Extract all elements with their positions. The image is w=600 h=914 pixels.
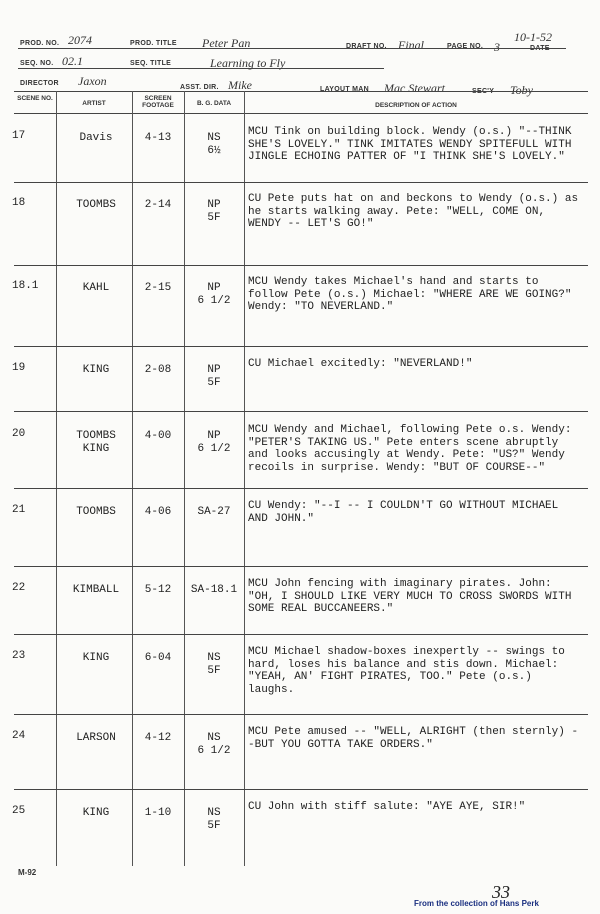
director-label: DIRECTOR: [20, 80, 59, 87]
bg-data: NP: [207, 282, 221, 294]
scene-number: 17: [12, 130, 26, 142]
draft-no: Final: [398, 38, 424, 52]
date-label: DATE: [530, 45, 550, 52]
page-no: 3: [494, 40, 500, 54]
action-description: CU Michael excitedly: "NEVERLAND!": [248, 358, 473, 370]
asst-dir: Mike: [228, 78, 252, 92]
artist-name: Davis: [79, 132, 113, 144]
row-divider: [14, 411, 588, 412]
row-divider: [14, 714, 588, 715]
row-divider: [14, 182, 588, 183]
screen-footage: 2-08: [144, 364, 172, 376]
prod-title: Peter Pan: [202, 36, 251, 50]
screen-footage: 6-04: [144, 652, 172, 664]
director: Jaxon: [78, 74, 107, 88]
scene-number: 18: [12, 197, 26, 209]
page-mark: 33: [492, 882, 510, 902]
action-description: MCU Pete amused -- "WELL, ALRIGHT (then sternly) --BUT YOU GOTTA TAKE ORDERS.": [248, 726, 579, 751]
artist-name: TOOMBS: [76, 199, 116, 211]
action-description: CU Wendy: "--I -- I COULDN'T GO WITHOUT MICHAEL AND JOHN.": [248, 500, 559, 525]
prod-no-label: PROD. NO.: [20, 40, 60, 47]
scene-number: 21: [12, 504, 26, 516]
scene-number: 23: [12, 650, 26, 662]
artist-name: KING: [82, 652, 110, 664]
seq-no: 02.1: [62, 54, 83, 68]
screen-footage: 2-14: [144, 199, 172, 211]
seq-no-label: SEQ. NO.: [20, 60, 54, 67]
date: 10-1-52: [514, 30, 552, 44]
page-no-label: PAGE NO.: [447, 43, 484, 50]
bg-data-secondary: 5F: [207, 820, 221, 832]
row-divider: [14, 488, 588, 489]
action-description: MCU Wendy and Michael, following Pete o.s. Wendy: "PETER'S TAKING US." Pete enters scene abruptly and looks accusingly at Wendy. Pete: "US?" Wendy recoils in surprise. Wendy: "BUT OF COURSE--": [248, 424, 572, 474]
asst-dir-label: ASST. DIR.: [180, 84, 219, 91]
artist-name: TOOMBS: [76, 506, 116, 518]
bg-data: NS: [207, 652, 221, 664]
bg-data-secondary: 5F: [207, 377, 221, 389]
bg-data: NS: [207, 132, 221, 144]
bg-data: SA-18.1: [190, 584, 238, 596]
bg-data-secondary: 6 1/2: [197, 295, 231, 307]
row-divider: [14, 566, 588, 567]
prod-title-label: PROD. TITLE: [130, 40, 177, 47]
bg-data: NP: [207, 199, 221, 211]
layout-man: Mac Stewart: [384, 81, 445, 95]
bg-data: SA-27: [197, 506, 231, 518]
bg-data: NS: [207, 807, 221, 819]
prod-no: 2074: [68, 33, 92, 47]
bg-data-secondary: 5F: [207, 665, 221, 677]
screen-footage: 2-15: [144, 282, 172, 294]
scene-number: 18.1: [12, 280, 39, 292]
action-description: MCU John fencing with imaginary pirates. John: "OH, I SHOULD LIKE VERY MUCH TO CROSS SWORDS WITH SOME REAL BUCCANEERS.": [248, 578, 572, 615]
screen-footage: 1-10: [144, 807, 172, 819]
secy: Toby: [510, 83, 533, 97]
seq-title: Learning to Fly: [210, 56, 286, 70]
row-divider: [14, 634, 588, 635]
row-divider: [14, 789, 588, 790]
bg-data: NP: [207, 430, 221, 442]
col-screen-footage: SCREEN FOOTAGE: [142, 95, 174, 109]
action-description: CU Pete puts hat on and beckons to Wendy (o.s.) as he starts walking away. Pete: "WELL, COME ON, WENDY -- LET'S GO!": [248, 193, 579, 230]
col-scene-no: SCENE NO.: [17, 95, 53, 102]
scene-number: 19: [12, 362, 26, 374]
artist-name: KAHL: [82, 282, 110, 294]
bg-data-secondary: 6½: [207, 145, 221, 157]
bg-data: NP: [207, 364, 221, 376]
scene-number: 25: [12, 805, 26, 817]
collection-credit: From the collection of Hans Perk: [414, 899, 539, 908]
col-artist: ARTIST: [82, 100, 106, 107]
scene-number: 22: [12, 582, 26, 594]
row-divider: [14, 346, 588, 347]
header-rule-1: [18, 48, 566, 49]
screen-footage: 5-12: [144, 584, 172, 596]
screen-footage: 4-00: [144, 430, 172, 442]
bg-data-secondary: 6 1/2: [197, 745, 231, 757]
artist-name: KING: [82, 807, 110, 819]
artist-name: TOOMBS KING: [76, 430, 116, 455]
scene-number: 24: [12, 730, 26, 742]
action-description: MCU Wendy takes Michael's hand and starts to follow Pete (o.s.) Michael: "WHERE ARE WE GOING?" Wendy: "TO NEVERLAND.": [248, 276, 572, 313]
col-description: DESCRIPTION OF ACTION: [375, 102, 457, 109]
bg-data: NS: [207, 732, 221, 744]
screen-footage: 4-13: [144, 132, 172, 144]
form-number: M-92: [18, 868, 37, 877]
seq-title-label: SEQ. TITLE: [130, 60, 172, 67]
bg-data-secondary: 5F: [207, 212, 221, 224]
artist-name: KING: [82, 364, 110, 376]
header-rule-2: [18, 68, 384, 69]
secy-label: SEC'Y: [472, 88, 495, 95]
action-description: MCU Tink on building block. Wendy (o.s.) "--THINK SHE'S LOVELY." TINK IMITATES WENDY SPITEFULL WITH JINGLE ECHOING PATTER OF "I THINK SHE'S LOVELY.": [248, 126, 572, 163]
scene-number: 20: [12, 428, 26, 440]
action-description: CU John with stiff salute: "AYE AYE, SIR!": [248, 801, 526, 813]
artist-name: KIMBALL: [72, 584, 120, 596]
screen-footage: 4-12: [144, 732, 172, 744]
artist-name: LARSON: [76, 732, 116, 744]
action-description: MCU Michael shadow-boxes inexpertly -- swings to hard, loses his balance and stis down. Michael: "YEAH, AN' FIGHT PIRATES, TOO." Pete (o.s.) laughs.: [248, 646, 565, 696]
draft-no-label: DRAFT NO.: [346, 43, 387, 50]
row-divider: [14, 265, 588, 266]
bg-data-secondary: 6 1/2: [197, 443, 231, 455]
layout-man-label: LAYOUT MAN: [320, 86, 370, 93]
screen-footage: 4-06: [144, 506, 172, 518]
col-bg-data: B. G. DATA: [196, 100, 232, 107]
